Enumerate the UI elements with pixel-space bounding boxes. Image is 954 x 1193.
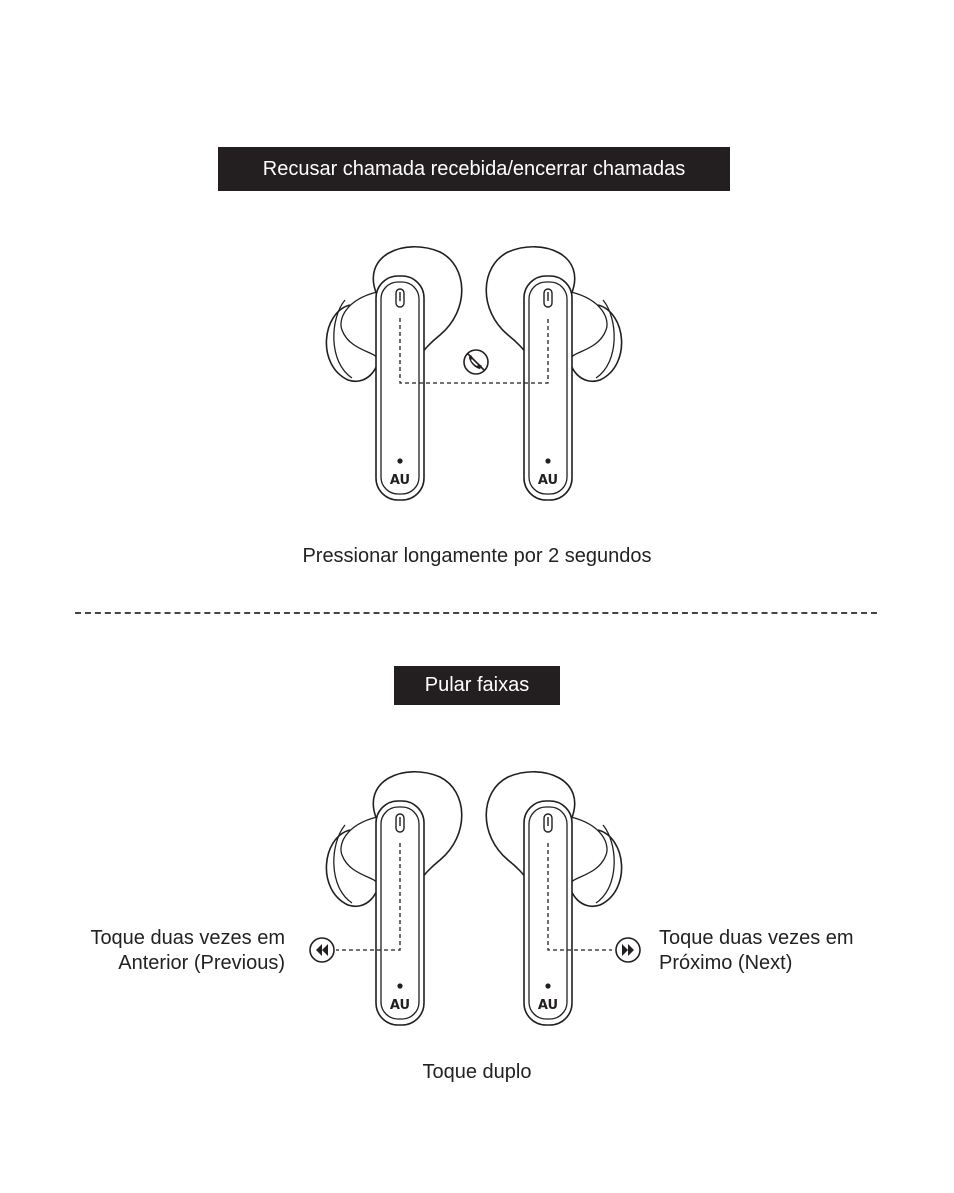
double-tap-caption: Toque duplo — [422, 1061, 532, 1083]
next-label-line1: Toque duas vezes em — [659, 927, 854, 949]
decline-call-badge: Recusar chamada recebida/encerrar chamadas — [218, 147, 730, 191]
skip-tracks-badge: Pular faixas — [394, 666, 560, 705]
rewind-icon — [310, 938, 334, 962]
next-track-label — [659, 926, 854, 976]
earbuds-decline-call-diagram — [0, 0, 954, 520]
fast-forward-icon — [616, 938, 640, 962]
previous-label-line2: Anterior (Previous) — [118, 952, 285, 974]
right-earbud-logo: AU — [537, 473, 559, 488]
decline-call-icon — [464, 350, 488, 374]
previous-label-line1: Toque duas vezes em — [90, 927, 285, 949]
left-earbud-logo: AU — [389, 473, 411, 488]
right-earbud-logo-2: AU — [537, 998, 559, 1013]
previous-track-label — [90, 926, 285, 976]
decline-call-caption: Pressionar longamente por 2 segundos — [302, 545, 652, 567]
next-label-line2: Próximo (Next) — [659, 952, 793, 974]
left-earbud-logo-2: AU — [389, 998, 411, 1013]
